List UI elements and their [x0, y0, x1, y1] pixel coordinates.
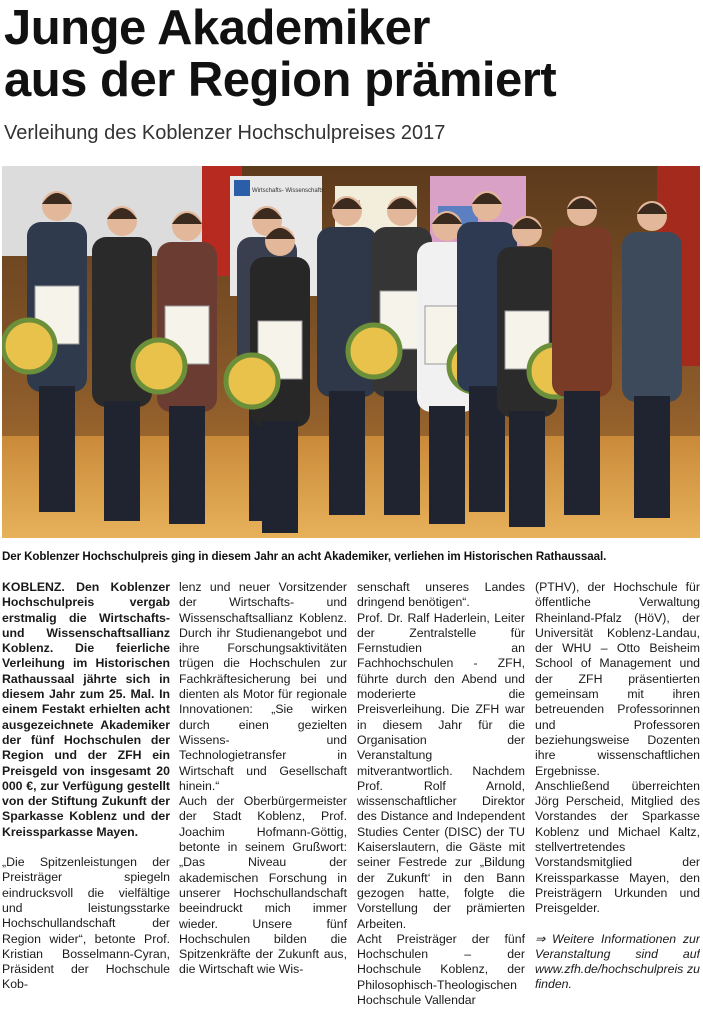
- person-legs: [39, 386, 75, 512]
- column-4-paragraph-1: (PTHV), der Hochschule für öffentliche Verwaltung Rheinland-Pfalz (HöV), der Universität Koblenz-Landau, der WHU – Otto Beisheim School of Management und der ZFH präsentierten gemeinsam mit ihren betreuenden Professorinnen und Professoren beziehungsweise Dozenten ihre wissenschaftlichen Ergebnisse.: [535, 580, 700, 778]
- headline-line-1: Junge Akademiker: [4, 1, 430, 55]
- lead-paragraph: KOBLENZ. Den Koblenzer Hochschulpreis vergab erstmalig die Wirtschafts- und Wissenschaftsallianz Koblenz. Die feierliche Verleihung im Historischen Rathaussaal jährte sich in diesem Jahr zum 25. Mal. In einem Festakt erhielten acht ausgezeichnete Akademiker der fünf Hochschulen der Region und der ZFH ein Preisgeld von insgesamt 20 000 €, zur Verfügung gestellt von der Stiftung Zukunft der Sparkasse Koblenz und der Kreissparkasse Mayen.: [2, 580, 170, 839]
- column-1: [2, 580, 170, 993]
- award-ceremony-photo: [2, 166, 700, 538]
- person-legs: [384, 391, 420, 515]
- article-body: [2, 580, 700, 1018]
- subline: Verleihung des Koblenzer Hochschulpreises 2017: [4, 122, 446, 144]
- column-2: [179, 580, 347, 978]
- person-legs: [634, 396, 670, 518]
- column-3-paragraph-2: Prof. Dr. Ralf Haderlein, Leiter der Zentralstelle für Fernstudien an Fachhochschulen - ZFH, führte durch den Abend und moderierte die Preisverleihung. Die ZFH war in diesem Jahr für die Organisation der Veranstaltung mitverantwortlich. Nachdem Prof. Rolf Arnold, wissenschaftlicher Direktor des Distance and Independent Studies Center (DISC) der TU Kaiserslautern, die Gäste mit seiner Festrede zur „Bildung der Zukunft‘ in den Bann gezogen hatte, folgte die Vorstellung der prämierten Arbeiten.: [357, 610, 525, 931]
- column-3-paragraph-1: senschaft unseres Landes dringend benötigen“.: [357, 580, 525, 610]
- flower-bouquet: [133, 340, 185, 392]
- column-3: [357, 580, 525, 1008]
- people-group: [3, 191, 682, 533]
- column-2-paragraph-2: Auch der Oberbürgermeister der Stadt Koblenz, Prof. Joachim Hofmann-Göttig, betonte in seinem Grußwort: „Das Niveau der akademischen Forschung in unserer Hochschullandschaft beeindruckt mich immer wieder. Unsere fünf Hochschulen bilden die Spitzenkräfte der Zukunft aus, die Wirtschaft wie Wis-: [179, 794, 347, 977]
- person-legs: [429, 406, 465, 524]
- person-legs: [262, 421, 298, 533]
- flower-bouquet: [348, 325, 400, 377]
- column-3-paragraph-3: Acht Preisträger der fünf Hochschulen – der Hochschule Koblenz, der Philosophisch-Theologischen Hochschule Vallendar: [357, 931, 525, 1008]
- photo-caption: Der Koblenzer Hochschulpreis ging in diesem Jahr an acht Akademiker, verliehen im Historischen Rathaussaal.: [2, 550, 607, 563]
- column-1-paragraph: „Die Spitzenleistungen der Preisträger spiegeln eindrucksvoll die vielfältige und leistungsstarke Hochschullandschaft der Region wider“, betonte Prof. Kristian Bosselmann-Cyran, Präsident der Hochschule Kob-: [2, 855, 170, 992]
- column-2-paragraph-1: lenz und neuer Vorsitzender der Wirtschafts- und Wissenschaftsallianz Koblenz. Durch ihr Studienangebot und ihre Forschungsaktivitäten trügen die Hochschulen zur Fachkräftesicherung bei und dienten als Motor für regionale Innovationen: „Sie wirken durch einen gezielten Wissens- und Technologietransfer in Wirtschaft und Gesellschaft hinein.“: [179, 580, 347, 793]
- column-4-paragraph-2: Anschließend überreichten Jörg Perscheid, Mitglied des Vorstandes der Sparkasse Koblenz und Michael Kaltz, stellvertretendes Vorstandsmitglied der Kreissparkasse Mayen, den Preisträgern Urkunden und Preisgelder.: [535, 778, 700, 916]
- person-legs: [104, 401, 140, 521]
- more-info-link[interactable]: ⇒ Weitere Informationen zur Veranstaltung sind auf www.zfh.de/hochschulpreis zu finden.: [535, 931, 700, 992]
- person-legs: [509, 411, 545, 527]
- person-body: [622, 232, 682, 402]
- person-legs: [329, 391, 365, 515]
- headline-line-2: aus der Region prämiert: [4, 53, 557, 107]
- headline: [4, 2, 699, 106]
- flower-bouquet: [3, 320, 55, 372]
- column-4: [535, 580, 700, 993]
- person-body: [552, 227, 612, 397]
- person-legs: [169, 406, 205, 524]
- person-legs: [564, 391, 600, 515]
- banner-1-text: Wirtschafts- Wissenschafts: [252, 188, 325, 194]
- flower-bouquet: [226, 355, 278, 407]
